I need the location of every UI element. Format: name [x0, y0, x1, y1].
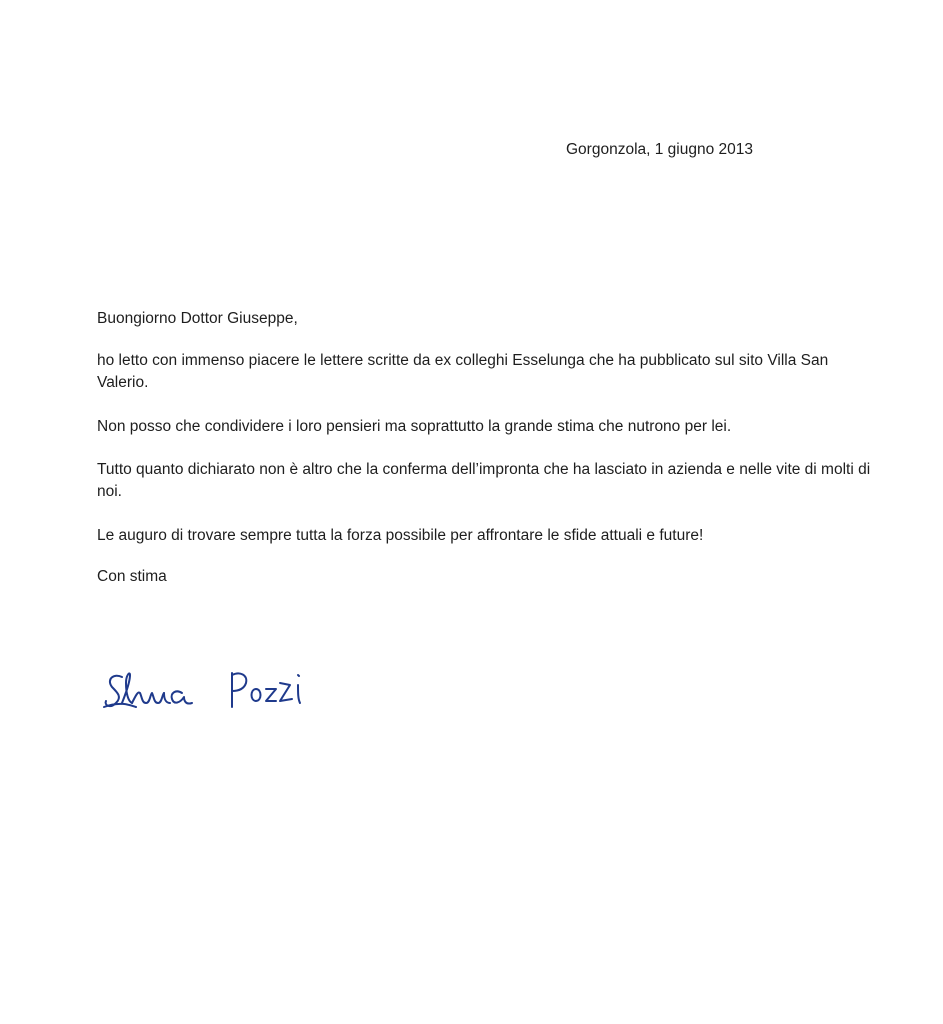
paragraph-3: Tutto quanto dichiarato non è altro che la conferma dell’impronta che ha lasciato in azienda e nelle vite di molti di noi. [97, 461, 871, 500]
paragraph-1: ho letto con immenso piacere le lettere scritte da ex colleghi Esselunga che ha pubblicato sul sito Villa San Valerio. [97, 352, 829, 391]
paragraph-2: Non posso che condividere i loro pensieri ma soprattutto la grande stima che nutrono per lei. [97, 418, 732, 435]
place-date: Gorgonzola, 1 giugno 2013 [566, 141, 754, 158]
salutation: Buongiorno Dottor Giuseppe, [97, 310, 298, 327]
closing: Con stima [97, 568, 167, 585]
paragraph-4: Le auguro di trovare sempre tutta la forza possibile per affrontare le sfide attuali e future! [97, 527, 704, 544]
handwritten-signature [100, 663, 340, 723]
